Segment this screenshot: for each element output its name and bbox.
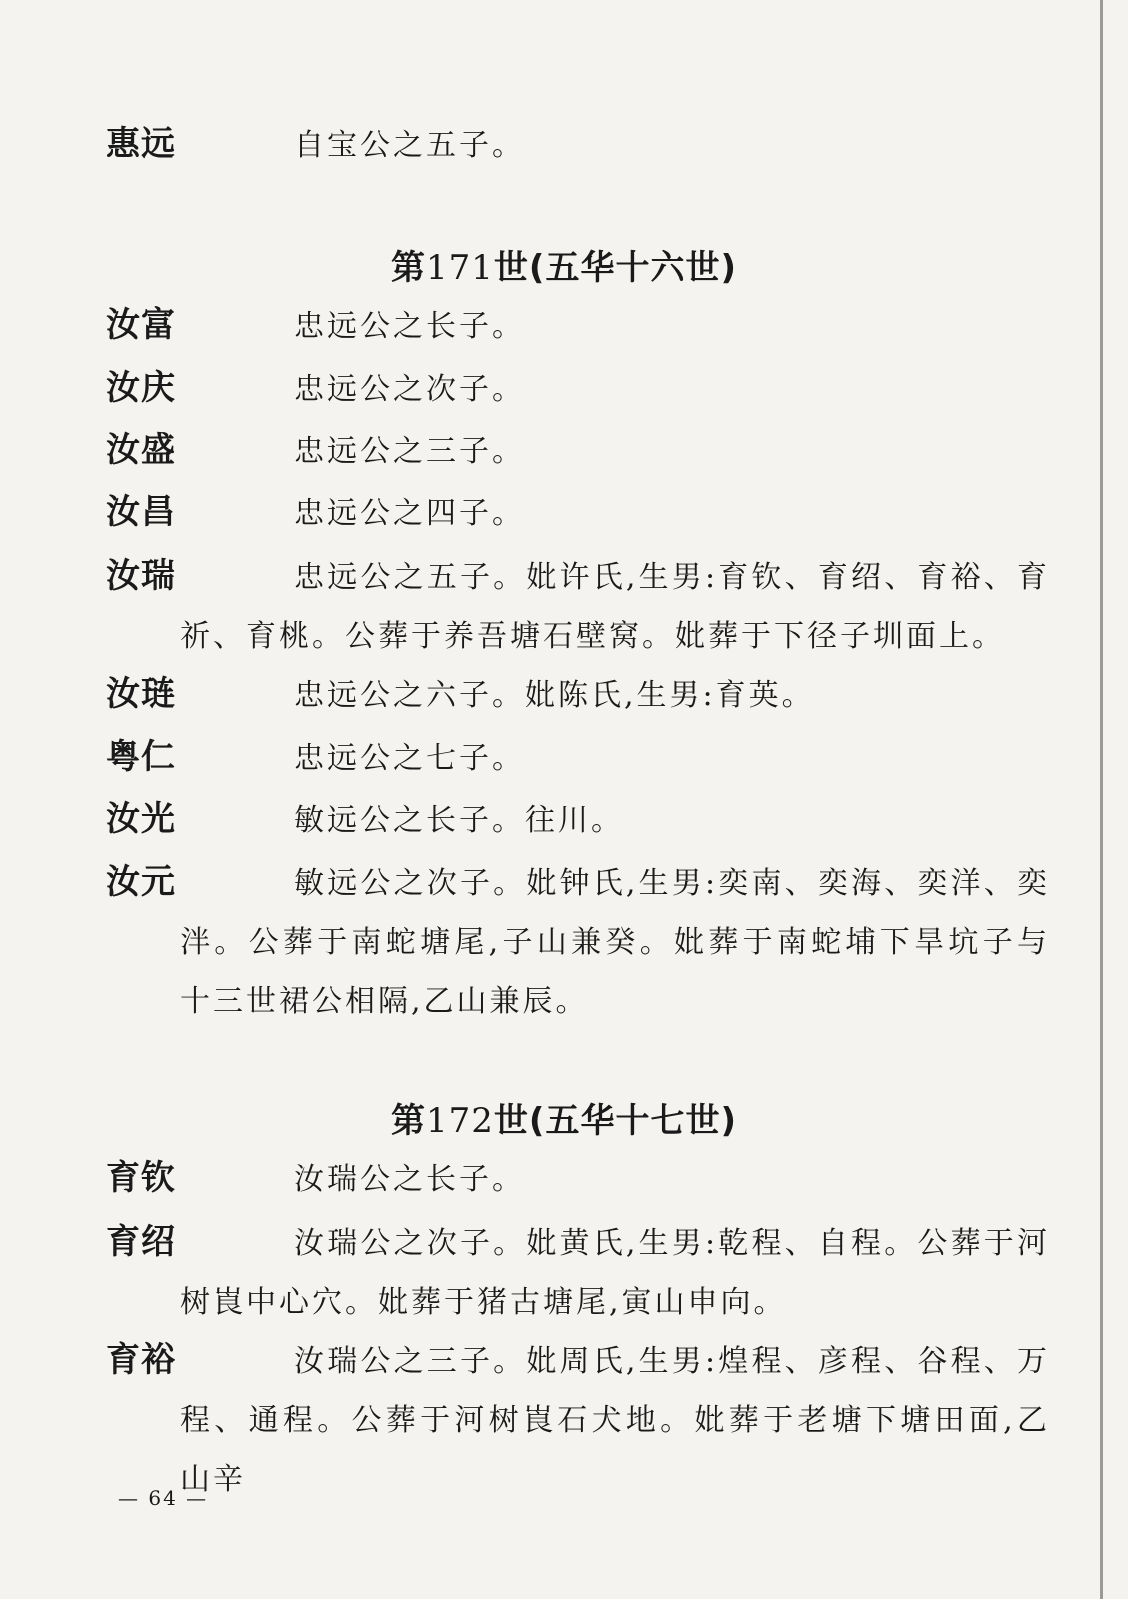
entry-text: 敏远公之次子。妣钟氏,生男:奕南、奕海、奕洋、奕泮。公葬于南蛇塘尾,子山兼癸。妣葬于南蛇埔下旱坑子与十三世裙公相隔,乙山兼辰。 <box>180 866 1050 1019</box>
genealogy-entry <box>106 360 1050 419</box>
entry-text: 忠远公之五子。妣许氏,生男:育钦、育绍、育裕、育祈、育桃。公葬于养吾塘石壁窝。妣葬于下径子圳面上。 <box>180 560 1050 654</box>
heading-number: 171 <box>426 248 494 288</box>
entry-text: 忠远公之六子。妣陈氏,生男:育英。 <box>294 678 815 713</box>
generation-heading <box>0 240 1128 289</box>
entry-name: 汝富 <box>106 305 176 345</box>
entry-text: 忠远公之四子。 <box>294 496 525 531</box>
entry-name: 汝瑞 <box>106 556 176 596</box>
genealogy-entry <box>106 1150 1050 1209</box>
genealogy-entry <box>106 1332 1050 1509</box>
genealogy-entry <box>106 791 1050 850</box>
heading-suffix: 世(五华十七世) <box>493 1101 737 1141</box>
entry-name: 汝琏 <box>106 674 176 714</box>
entry-name: 汝元 <box>106 862 176 902</box>
entry-name: 育绍 <box>106 1222 176 1262</box>
heading-suffix: 世(五华十六世) <box>493 248 737 288</box>
entry-text: 忠远公之长子。 <box>294 309 525 344</box>
entry-text: 忠远公之三子。 <box>294 434 525 469</box>
entry-name: 汝光 <box>106 799 176 839</box>
genealogy-entry <box>106 729 1050 788</box>
genealogy-entry <box>106 422 1050 481</box>
heading-prefix: 第 <box>391 248 426 288</box>
entry-text: 汝瑞公之三子。妣周氏,生男:煌程、彦程、谷程、万程、通程。公葬于河树崀石犬地。妣葬于老塘下塘田面,乙山辛 <box>180 1344 1050 1497</box>
entry-text: 忠远公之次子。 <box>294 372 525 407</box>
entry-text: 敏远公之长子。往川。 <box>294 803 624 838</box>
entry-name: 汝盛 <box>106 430 176 470</box>
page-number: — 64 — <box>118 1486 209 1510</box>
entry-name: 汝昌 <box>106 492 176 532</box>
genealogy-entry <box>106 666 1050 725</box>
entry-text: 汝瑞公之次子。妣黄氏,生男:乾程、自程。公葬于河树崀中心穴。妣葬于猪古塘尾,寅山申向。 <box>180 1226 1050 1320</box>
entry-name: 汝庆 <box>106 368 176 408</box>
genealogy-entry <box>106 854 1050 1031</box>
entry-name: 育钦 <box>106 1158 176 1198</box>
entry-text: 汝瑞公之长子。 <box>294 1162 525 1197</box>
genealogy-entry <box>106 1214 1050 1332</box>
heading-number: 172 <box>426 1101 494 1141</box>
entry-name: 育裕 <box>106 1340 176 1380</box>
entry-name: 粤仁 <box>106 737 176 777</box>
heading-prefix: 第 <box>391 1101 426 1141</box>
generation-heading <box>0 1093 1128 1142</box>
entry-name: 惠远 <box>106 124 176 164</box>
genealogy-entry <box>106 484 1050 543</box>
entry-text: 自宝公之五子。 <box>294 128 525 163</box>
genealogy-entry <box>106 116 1050 175</box>
entry-text: 忠远公之七子。 <box>294 741 525 776</box>
genealogy-entry <box>106 297 1050 356</box>
genealogy-entry <box>106 548 1050 666</box>
